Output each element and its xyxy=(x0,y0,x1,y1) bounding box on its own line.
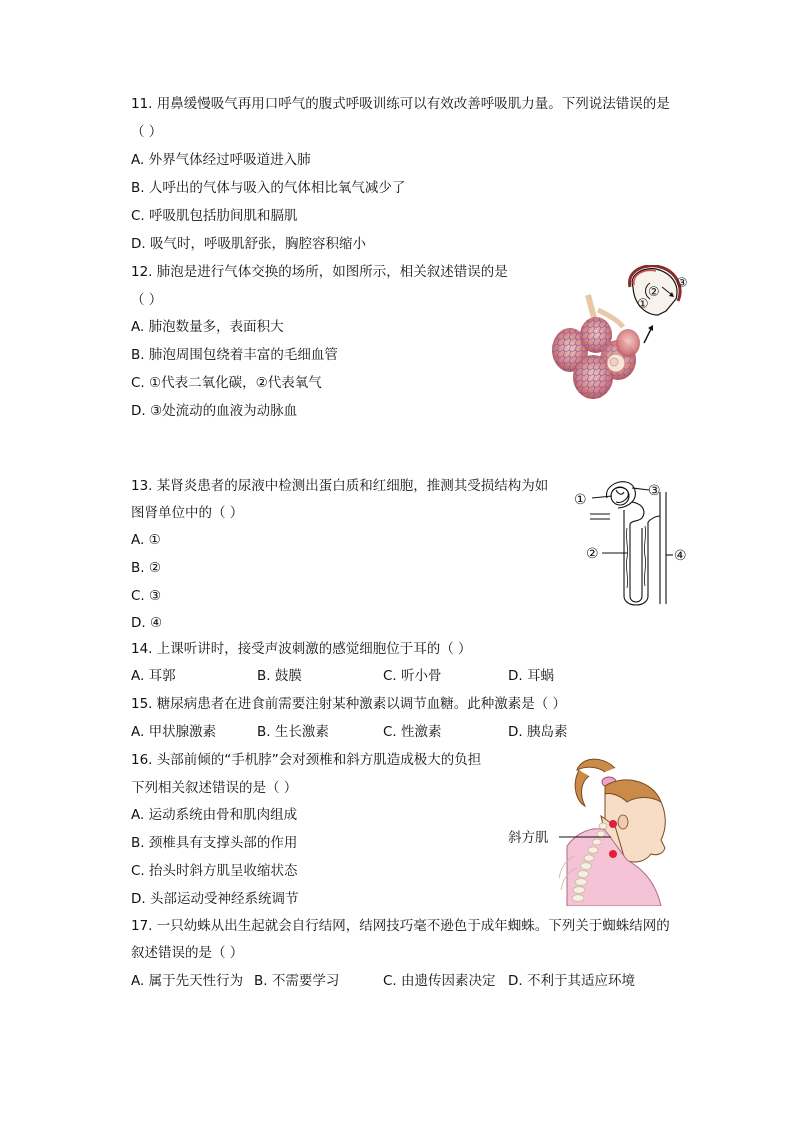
q15-option-d: D. 胰岛素 xyxy=(508,724,568,740)
q14-option-d: D. 耳蜗 xyxy=(508,668,554,684)
alveoli-figure xyxy=(548,265,698,415)
q15-stem: 15. 糖尿病患者在进食前需要注射某种激素以调节血糖。此种激素是（ ） xyxy=(131,696,567,712)
q12-option-b: B. 肺泡周围包绕着丰富的毛细血管 xyxy=(131,347,338,363)
q15-option-c: C. 性激素 xyxy=(383,724,442,740)
alveolus-label-1: ① xyxy=(637,297,649,312)
q13-option-d: D. ④ xyxy=(131,615,163,631)
q13-option-c: C. ③ xyxy=(131,588,162,604)
q16-option-a: A. 运动系统由骨和肌肉组成 xyxy=(131,807,298,823)
q14-stem: 14. 上课听讲时，接受声波刺激的感觉细胞位于耳的（ ） xyxy=(131,641,472,657)
q11-paren: （ ） xyxy=(131,124,163,140)
nephron-label-3: ③ xyxy=(648,483,661,499)
q12-paren: （ ） xyxy=(131,292,163,308)
q11-option-c: C. 呼吸肌包括肋间肌和膈肌 xyxy=(131,208,298,224)
q17-stem: 17. 一只幼蛛从出生起就会自行结网，结网技巧毫不逊色于成年蜘蛛。下列关于蜘蛛结网的 xyxy=(131,918,670,934)
nephron-figure xyxy=(572,478,697,608)
q15-option-b: B. 生长激素 xyxy=(257,724,329,740)
q15-options xyxy=(131,723,631,741)
q16-option-d: D. 头部运动受神经系统调节 xyxy=(131,891,299,907)
trapezius-marker-lower xyxy=(609,850,617,858)
q13-stem: 13. 某肾炎患者的尿液中检测出蛋白质和红细胞，推测其受损结构为如 xyxy=(131,478,549,494)
q17-options xyxy=(131,972,661,990)
q14-options xyxy=(131,667,631,685)
nephron-label-1: ① xyxy=(574,492,587,508)
q17-option-c: C. 由遗传因素决定 xyxy=(383,973,496,989)
alveoli-cluster xyxy=(552,317,640,399)
alveolus-label-2: ② xyxy=(648,285,660,300)
q12-stem: 12. 肺泡是进行气体交换的场所，如图所示，相关叙述错误的是 xyxy=(131,264,508,280)
q14-option-a: A. 耳郭 xyxy=(131,668,176,684)
q15-option-a: A. 甲状腺激素 xyxy=(131,724,217,740)
q17-option-d: D. 不利于其适应环境 xyxy=(508,973,635,989)
trapezius-marker-upper xyxy=(609,820,617,828)
trapezius-label: 斜方肌 xyxy=(508,830,549,846)
q14-option-c: C. 听小骨 xyxy=(383,668,442,684)
q13-option-a: A. ① xyxy=(131,532,161,548)
nephron-label-4: ④ xyxy=(674,548,687,564)
q16-stem-continued: 下列相关叙述错误的是（ ） xyxy=(131,780,298,796)
q11-option-d: D. 吸气时，呼吸肌舒张，胸腔容积缩小 xyxy=(131,236,366,252)
q11-option-a: A. 外界气体经过呼吸道进入肺 xyxy=(131,152,311,168)
q13-stem-continued: 图肾单位中的（ ） xyxy=(131,505,244,521)
q17-option-a: A. 属于先天性行为 xyxy=(131,973,244,989)
q13-option-b: B. ② xyxy=(131,560,161,576)
q11-option-b: B. 人呼出的气体与吸入的气体相比氧气减少了 xyxy=(131,180,406,196)
q16-option-c: C. 抬头时斜方肌呈收缩状态 xyxy=(131,863,298,879)
q12-option-c: C. ①代表二氧化碳，②代表氧气 xyxy=(131,375,322,391)
q16-option-b: B. 颈椎具有支撑头部的作用 xyxy=(131,835,298,851)
q12-option-a: A. 肺泡数量多，表面积大 xyxy=(131,319,284,335)
q14-option-b: B. 鼓膜 xyxy=(257,668,302,684)
q17-stem-continued: 叙述错误的是（ ） xyxy=(131,945,244,961)
q11-stem: 11. 用鼻缓慢吸气再用口呼气的腹式呼吸训练可以有效改善呼吸肌力量。下列说法错误的是 xyxy=(131,96,670,112)
q16-stem: 16. 头部前倾的“手机脖”会对颈椎和斜方肌造成极大的负担 xyxy=(131,752,482,768)
neck-posture-figure xyxy=(505,756,685,906)
nephron-label-2: ② xyxy=(586,546,599,562)
q17-option-b: B. 不需要学习 xyxy=(254,973,340,989)
q12-option-d: D. ③处流动的血液为动脉血 xyxy=(131,403,298,419)
alveolus-label-3: ③ xyxy=(676,276,688,291)
